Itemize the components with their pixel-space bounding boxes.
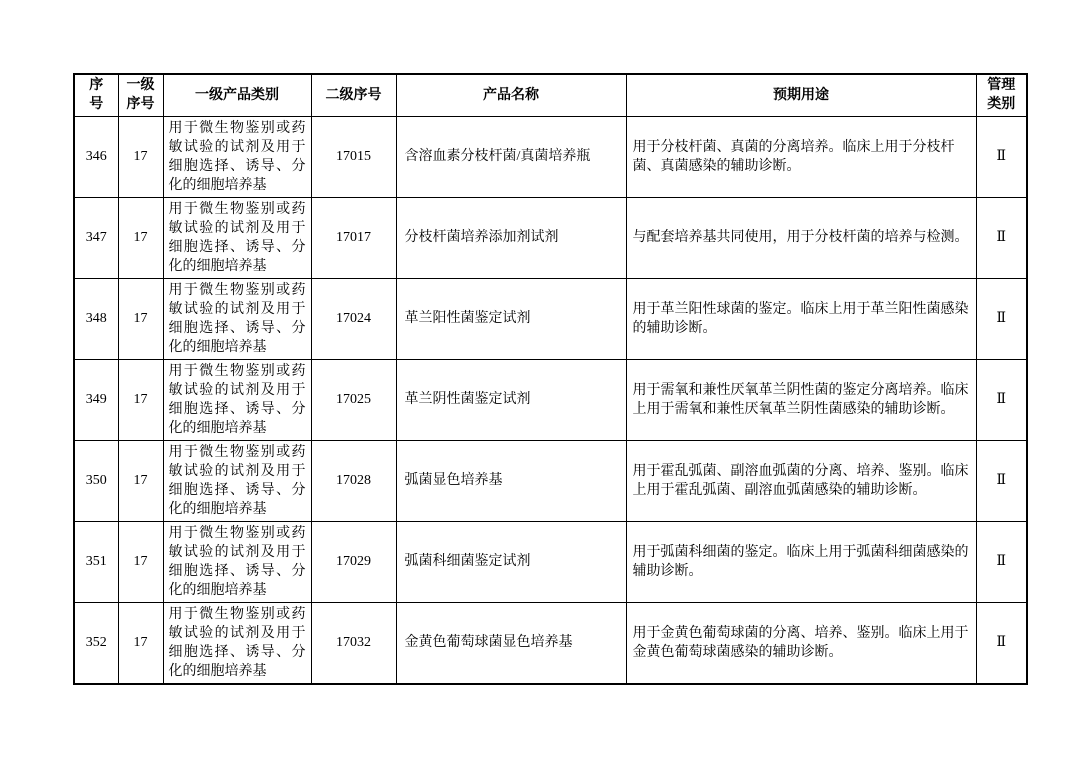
- cell-level2-no: 17032: [311, 602, 396, 684]
- cell-intended-use: 用于分枝杆菌、真菌的分离培养。临床上用于分枝杆菌、真菌感染的辅助诊断。: [626, 116, 976, 197]
- cell-product-name: 分枝杆菌培养添加剂试剂: [396, 197, 626, 278]
- cell-management-class: Ⅱ: [976, 197, 1027, 278]
- table-row: [74, 116, 1027, 197]
- cell-serial-no: 352: [74, 602, 118, 684]
- cell-level1-no: 17: [118, 116, 163, 197]
- table-body: [74, 116, 1027, 684]
- table-row: [74, 278, 1027, 359]
- cell-level1-no: 17: [118, 359, 163, 440]
- cell-product-name: 弧菌科细菌鉴定试剂: [396, 521, 626, 602]
- cell-level1-category: 用于微生物鉴别或药敏试验的试剂及用于细胞选择、诱导、分化的细胞培养基: [163, 359, 311, 440]
- cell-management-class: Ⅱ: [976, 440, 1027, 521]
- cell-intended-use: 用于革兰阳性球菌的鉴定。临床上用于革兰阳性菌感染的辅助诊断。: [626, 278, 976, 359]
- cell-intended-use: 用于弧菌科细菌的鉴定。临床上用于弧菌科细菌感染的辅助诊断。: [626, 521, 976, 602]
- table-row: [74, 602, 1027, 684]
- cell-level1-category: 用于微生物鉴别或药敏试验的试剂及用于细胞选择、诱导、分化的细胞培养基: [163, 602, 311, 684]
- table-row: [74, 521, 1027, 602]
- cell-serial-no: 351: [74, 521, 118, 602]
- header-serial-no: 序号: [74, 74, 118, 116]
- header-row: [74, 74, 1027, 116]
- cell-level2-no: 17029: [311, 521, 396, 602]
- cell-intended-use: 用于金黄色葡萄球菌的分离、培养、鉴别。临床上用于金黄色葡萄球菌感染的辅助诊断。: [626, 602, 976, 684]
- header-management-class: 管理类别: [976, 74, 1027, 116]
- cell-product-name: 革兰阴性菌鉴定试剂: [396, 359, 626, 440]
- cell-level1-no: 17: [118, 197, 163, 278]
- cell-intended-use: 用于霍乱弧菌、副溶血弧菌的分离、培养、鉴别。临床上用于霍乱弧菌、副溶血弧菌感染的辅助诊断。: [626, 440, 976, 521]
- cell-level1-no: 17: [118, 440, 163, 521]
- cell-intended-use: 用于需氧和兼性厌氧革兰阴性菌的鉴定分离培养。临床上用于需氧和兼性厌氧革兰阴性菌感染的辅助诊断。: [626, 359, 976, 440]
- header-product-name: 产品名称: [396, 74, 626, 116]
- cell-serial-no: 349: [74, 359, 118, 440]
- cell-product-name: 金黄色葡萄球菌显色培养基: [396, 602, 626, 684]
- header-level1-category: 一级产品类别: [163, 74, 311, 116]
- cell-management-class: Ⅱ: [976, 278, 1027, 359]
- cell-level2-no: 17024: [311, 278, 396, 359]
- cell-serial-no: 347: [74, 197, 118, 278]
- cell-serial-no: 350: [74, 440, 118, 521]
- header-level1-no: 一级序号: [118, 74, 163, 116]
- cell-intended-use: 与配套培养基共同使用，用于分枝杆菌的培养与检测。: [626, 197, 976, 278]
- cell-level1-no: 17: [118, 278, 163, 359]
- cell-level1-no: 17: [118, 521, 163, 602]
- cell-level2-no: 17028: [311, 440, 396, 521]
- product-catalog-table: [73, 73, 1028, 685]
- cell-product-name: 含溶血素分枝杆菌/真菌培养瓶: [396, 116, 626, 197]
- cell-product-name: 革兰阳性菌鉴定试剂: [396, 278, 626, 359]
- cell-management-class: Ⅱ: [976, 521, 1027, 602]
- cell-level2-no: 17025: [311, 359, 396, 440]
- cell-level2-no: 17015: [311, 116, 396, 197]
- cell-level1-category: 用于微生物鉴别或药敏试验的试剂及用于细胞选择、诱导、分化的细胞培养基: [163, 278, 311, 359]
- table-row: [74, 440, 1027, 521]
- header-intended-use: 预期用途: [626, 74, 976, 116]
- cell-level1-category: 用于微生物鉴别或药敏试验的试剂及用于细胞选择、诱导、分化的细胞培养基: [163, 197, 311, 278]
- cell-level1-no: 17: [118, 602, 163, 684]
- cell-management-class: Ⅱ: [976, 116, 1027, 197]
- cell-level1-category: 用于微生物鉴别或药敏试验的试剂及用于细胞选择、诱导、分化的细胞培养基: [163, 440, 311, 521]
- cell-management-class: Ⅱ: [976, 602, 1027, 684]
- cell-level1-category: 用于微生物鉴别或药敏试验的试剂及用于细胞选择、诱导、分化的细胞培养基: [163, 116, 311, 197]
- cell-level1-category: 用于微生物鉴别或药敏试验的试剂及用于细胞选择、诱导、分化的细胞培养基: [163, 521, 311, 602]
- cell-serial-no: 348: [74, 278, 118, 359]
- table-row: [74, 359, 1027, 440]
- cell-management-class: Ⅱ: [976, 359, 1027, 440]
- table-row: [74, 197, 1027, 278]
- cell-serial-no: 346: [74, 116, 118, 197]
- header-level2-no: 二级序号: [311, 74, 396, 116]
- cell-product-name: 弧菌显色培养基: [396, 440, 626, 521]
- cell-level2-no: 17017: [311, 197, 396, 278]
